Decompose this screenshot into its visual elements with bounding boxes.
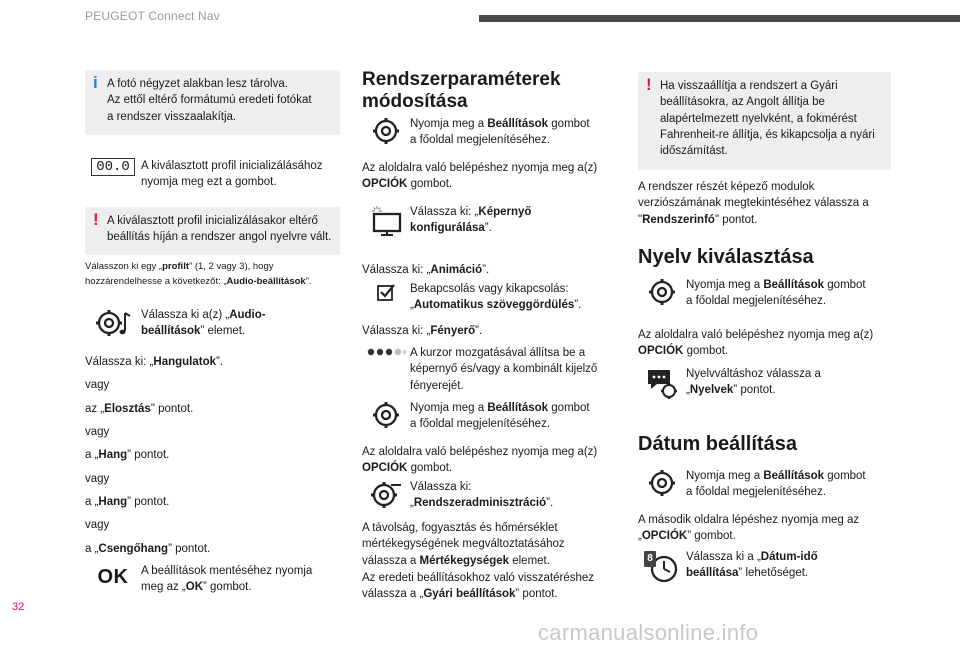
page-book-icon: 8 xyxy=(644,551,656,567)
gear-note-icon[interactable] xyxy=(94,307,132,339)
screen-brightness-icon[interactable] xyxy=(369,204,403,236)
options-paragraph-3: Az aloldalra való belépéshez nyomja meg a(z) OPCIÓK gombot. xyxy=(638,329,874,358)
language-heading: Nyelv kiválasztása xyxy=(638,246,814,268)
header-bar xyxy=(479,15,960,22)
date-heading: Dátum beállítása xyxy=(638,433,797,455)
language-chat-icon[interactable] xyxy=(645,366,679,400)
warning-note: ! A kiválasztott profil inicializálásakor eltérő beállítás híján a rendszer angol nyelvre vált. xyxy=(85,207,340,255)
languages-row: Nyelvváltáshoz válassza a „Nyelvek” pontot. xyxy=(638,366,898,402)
gear-icon[interactable] xyxy=(647,277,677,307)
auto-scroll-row: Bekapcsolás vagy kikapcsolás: „Automatikus szöveggördülés”. xyxy=(362,281,622,317)
factory-warning-note: ! Ha visszaállítja a rendszert a Gyári beállításokra, az Angolt állítja be alapértelmezett nyelvként, a fokmérést Fahrenheit-re állítja, és kikapcsolja a nyári időszámítást. xyxy=(638,72,891,170)
units-paragraph: A távolság, fogyasztás és hőmérséklet mértékegységének megváltoztatásához válassza a Mértékegységek elemet. xyxy=(362,522,565,567)
info-icon: i xyxy=(93,73,98,92)
settings-row-1: Nyomja meg a Beállítások gombot a főoldal megjelenítéséhez. xyxy=(362,116,622,152)
settings-row-2: Nyomja meg a Beállítások gombot a főoldal megjelenítéséhez. xyxy=(362,400,622,436)
page2-paragraph: A második oldalra lépéshez nyomja meg az „OPCIÓK” gombot. xyxy=(638,514,860,543)
settings-row-4: Nyomja meg a Beállítások gombot a főoldal megjelenítéséhez. xyxy=(638,468,898,504)
profile-paragraph: Válasszon ki egy „profilt” (1, 2 vagy 3), hogy hozzárendelhesse a következőt: „Audio-beállítások”. xyxy=(85,261,312,287)
gear-icon[interactable] xyxy=(371,400,401,430)
screen-config-row: Válassza ki: „Képernyő konfigurálása”. xyxy=(362,204,622,240)
reset-counter-icon[interactable]: 00.0 xyxy=(91,158,135,176)
reset-profile-row: 00.0 A kiválasztott profil inicializálásához nyomja meg ezt a gombot. xyxy=(85,158,345,194)
page-number: 32 xyxy=(12,601,25,613)
modules-paragraph: A rendszer részét képező modulok verziószámának megtekintéséhez válassza a "Rendszerinfó" pontot. xyxy=(638,181,869,226)
audio-choices: Válassza ki: „Hangulatok”. vagy az „Elosztás" pontot. vagy a „Hang” pontot. vagy a „Hang” pontot. vagy a „Csengőhang” pontot. xyxy=(85,356,224,555)
system-params-heading: Rendszerparaméterek módosítása xyxy=(362,69,561,112)
brightness-slider-row: A kurzor mozgatásával állítsa be a képernyő és/vagy a kombinált kijelző fényerejét. xyxy=(362,345,622,394)
slider-dots-icon[interactable] xyxy=(366,345,406,359)
options-paragraph-1: Az aloldalra való belépéshez nyomja meg a(z) OPCIÓK gombot. xyxy=(362,162,598,191)
audio-settings-row: Válassza ki a(z) „Audio- beállítások” elemet. xyxy=(85,307,345,343)
settings-row-3: Nyomja meg a Beállítások gombot a főoldal megjelenítéséhez. xyxy=(638,277,898,313)
gear-icon[interactable] xyxy=(647,468,677,498)
header-title: PEUGEOT Connect Nav xyxy=(85,9,220,23)
gear-wrench-icon[interactable] xyxy=(369,479,403,511)
animation-paragraph: Válassza ki: „Animáció”. xyxy=(362,264,490,276)
factory-paragraph: Az eredeti beállításokhoz való visszatéréshez válassza a „Gyári beállítások” pontot. xyxy=(362,572,595,601)
date-time-row: 8 Válassza ki a „Dátum-idő beállítása” lehetőséget. xyxy=(638,549,898,585)
gear-icon[interactable] xyxy=(371,116,401,146)
checkbox-icon[interactable] xyxy=(375,281,397,303)
brightness-paragraph: Válassza ki: „Fényerő”. xyxy=(362,325,483,337)
ok-row: OK A beállítások mentéséhez nyomja meg az „OK” gombot. xyxy=(97,565,313,594)
options-paragraph-2: Az aloldalra való belépéshez nyomja meg a(z) OPCIÓK gombot. xyxy=(362,446,598,475)
warning-icon: ! xyxy=(646,75,652,94)
info-note: i A fotó négyzet alakban lesz tárolva. Az ettől eltérő formátumú eredeti fotókat a rendszer visszaalakítja. xyxy=(85,70,340,135)
ok-icon[interactable]: OK xyxy=(97,566,129,588)
warning-icon: ! xyxy=(93,210,99,229)
watermark: carmanualsonline.info xyxy=(538,620,759,645)
sysadmin-row: Válassza ki: „Rendszeradminisztráció”. xyxy=(362,479,622,515)
